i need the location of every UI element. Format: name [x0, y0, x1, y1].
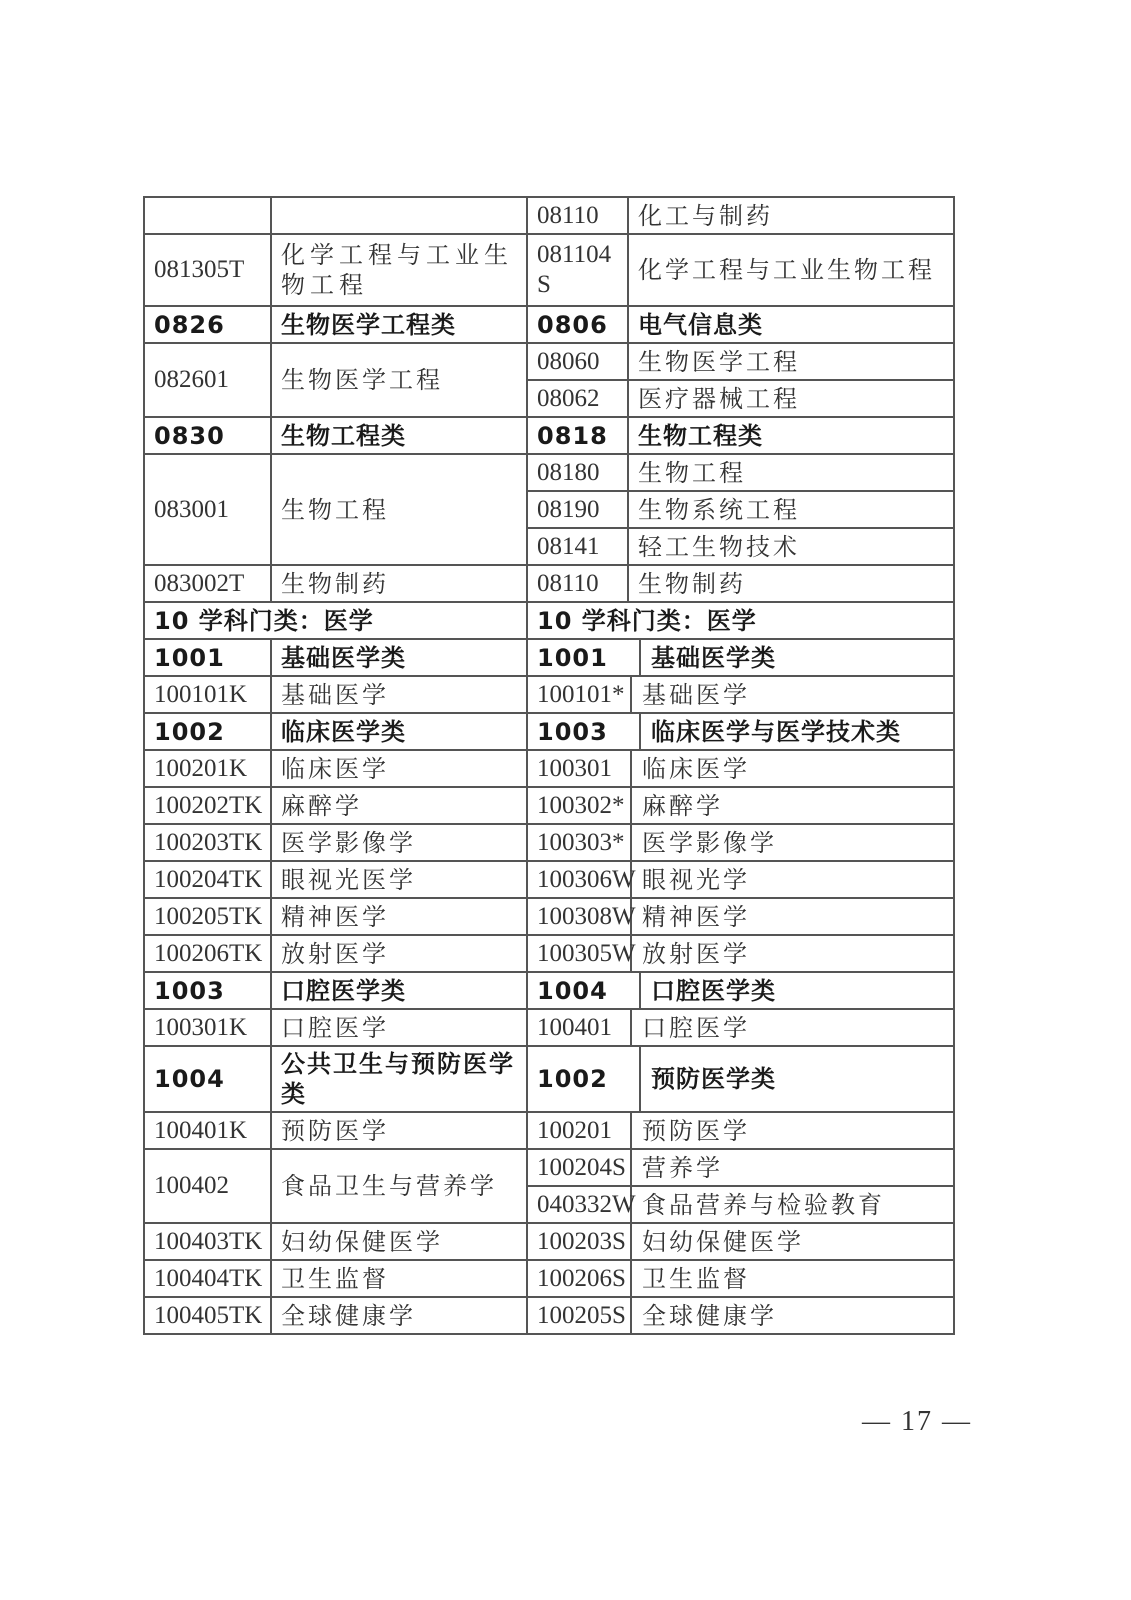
- old-name: 麻醉学: [642, 791, 723, 820]
- new-name: 化学工程与工业生物工程: [271, 234, 527, 306]
- old-name: 食品营养与检验教育: [642, 1190, 885, 1219]
- new-category-code: 1003: [144, 972, 271, 1009]
- old-name: 妇幼保健医学: [642, 1227, 804, 1256]
- old-category-code: 0806: [527, 306, 628, 343]
- new-code: 100203TK: [144, 824, 271, 861]
- category-row: [144, 972, 954, 1009]
- new-name: 全球健康学: [271, 1297, 527, 1334]
- new-code: 083001: [144, 454, 271, 565]
- old-code: 08190: [527, 491, 628, 528]
- discipline-header-row: [144, 602, 954, 639]
- old-name: 生物工程: [628, 454, 954, 491]
- old-major-cell: [527, 676, 954, 713]
- old-major-cell: [527, 1260, 954, 1297]
- table-row: [144, 234, 954, 306]
- old-discipline-header: 10 学科门类：医学: [527, 602, 954, 639]
- old-code: 100302*: [528, 788, 632, 823]
- new-discipline-header: 10 学科门类：医学: [144, 602, 527, 639]
- old-name: 卫生监督: [642, 1264, 750, 1293]
- table-row: [144, 565, 954, 602]
- old-category-code: 1004: [528, 973, 641, 1008]
- new-name: 生物工程: [271, 454, 527, 565]
- old-name: 营养学: [642, 1153, 723, 1182]
- new-category-code: 0830: [144, 417, 271, 454]
- old-code: 100201: [528, 1113, 632, 1148]
- old-name: 生物医学工程: [628, 343, 954, 380]
- new-code: 082601: [144, 343, 271, 417]
- new-category-name: 生物工程类: [271, 417, 527, 454]
- new-category-name: 生物医学工程类: [271, 306, 527, 343]
- table-row: [144, 935, 954, 972]
- old-code: 08180: [527, 454, 628, 491]
- new-name: 妇幼保健医学: [271, 1223, 527, 1260]
- old-name: 精神医学: [642, 902, 750, 931]
- old-code: 100101*: [528, 677, 632, 712]
- old-code: 100205S: [528, 1298, 632, 1333]
- new-name: 临床医学: [271, 750, 527, 787]
- old-code: 100206S: [528, 1261, 632, 1296]
- old-code: 100204S: [528, 1150, 632, 1185]
- old-name: 化学工程与工业生物工程: [628, 234, 954, 306]
- old-code: 08141: [527, 528, 628, 565]
- new-code: 100405TK: [144, 1297, 271, 1334]
- new-name: 预防医学: [271, 1112, 527, 1149]
- old-code: 08110: [527, 565, 628, 602]
- new-category-code: 0826: [144, 306, 271, 343]
- new-code: 100403TK: [144, 1223, 271, 1260]
- old-name: 轻工生物技术: [628, 528, 954, 565]
- new-name: 麻醉学: [271, 787, 527, 824]
- new-name: 放射医学: [271, 935, 527, 972]
- old-name: 基础医学: [642, 680, 750, 709]
- table-row: [144, 1260, 954, 1297]
- table-row: [144, 343, 954, 380]
- old-code: 100308W: [528, 899, 632, 934]
- old-name: 预防医学: [642, 1116, 750, 1145]
- new-code: 100404TK: [144, 1260, 271, 1297]
- old-code: 100401: [528, 1010, 632, 1045]
- new-code: 100202TK: [144, 787, 271, 824]
- category-row: [144, 639, 954, 676]
- table-row: [144, 750, 954, 787]
- table-row: [144, 861, 954, 898]
- new-name: 口腔医学: [271, 1009, 527, 1046]
- new-category-code: 1004: [144, 1046, 271, 1112]
- old-name: 放射医学: [642, 939, 750, 968]
- new-code: 100401K: [144, 1112, 271, 1149]
- old-code: 08060: [527, 343, 628, 380]
- new-code: 100402: [144, 1149, 271, 1223]
- new-code: 100205TK: [144, 898, 271, 935]
- old-category-code: 0818: [527, 417, 628, 454]
- old-major-cell: [527, 861, 954, 898]
- old-code: 100301: [528, 751, 632, 786]
- old-code: 081104S: [527, 234, 628, 306]
- new-code: 100204TK: [144, 861, 271, 898]
- old-name: 医疗器械工程: [628, 380, 954, 417]
- old-code: 040332W: [528, 1187, 632, 1222]
- new-code: 081305T: [144, 234, 271, 306]
- new-category-code: 1002: [144, 713, 271, 750]
- old-category-code: 1003: [528, 714, 641, 749]
- page-number: — 17 —: [862, 1406, 972, 1437]
- old-name: 生物制药: [628, 565, 954, 602]
- old-category-code: 1001: [528, 640, 641, 675]
- old-category-name: 预防医学类: [651, 1065, 776, 1093]
- new-name: 基础医学: [271, 676, 527, 713]
- new-name: 食品卫生与营养学: [271, 1149, 527, 1223]
- old-major-cell: [527, 713, 954, 750]
- old-major-cell: [527, 1186, 954, 1223]
- new-name: 医学影像学: [271, 824, 527, 861]
- old-major-cell: [527, 639, 954, 676]
- table-row: [144, 1149, 954, 1186]
- old-major-cell: [527, 1297, 954, 1334]
- old-major-cell: [527, 1223, 954, 1260]
- old-code: 08062: [527, 380, 628, 417]
- old-code: 100306W: [528, 862, 632, 897]
- table-row: [144, 1009, 954, 1046]
- new-code: 083002T: [144, 565, 271, 602]
- new-name: 生物制药: [271, 565, 527, 602]
- old-category-code: 1002: [528, 1047, 641, 1111]
- table-row: [144, 676, 954, 713]
- category-row: [144, 306, 954, 343]
- old-major-cell: [527, 750, 954, 787]
- new-code: 100206TK: [144, 935, 271, 972]
- old-code: 100303*: [528, 825, 632, 860]
- new-name: [271, 197, 527, 234]
- old-major-cell: [527, 1009, 954, 1046]
- new-code: 100201K: [144, 750, 271, 787]
- new-code: 100301K: [144, 1009, 271, 1046]
- old-name: 生物系统工程: [628, 491, 954, 528]
- new-name: 生物医学工程: [271, 343, 527, 417]
- old-major-cell: [527, 935, 954, 972]
- old-major-cell: [527, 787, 954, 824]
- old-name: 临床医学: [642, 754, 750, 783]
- old-category-name: 临床医学与医学技术类: [651, 717, 901, 746]
- new-name: 眼视光医学: [271, 861, 527, 898]
- old-major-cell: [527, 1149, 954, 1186]
- major-comparison-table: [143, 196, 953, 1335]
- table-row: [144, 1297, 954, 1334]
- old-name: 全球健康学: [642, 1301, 777, 1330]
- old-code: 100203S: [528, 1224, 632, 1259]
- table-row: [144, 197, 954, 234]
- new-category-name: 临床医学类: [271, 713, 527, 750]
- table-row: [144, 824, 954, 861]
- new-name: 精神医学: [271, 898, 527, 935]
- old-category-name: 基础医学类: [651, 643, 776, 672]
- old-code: 08110: [527, 197, 628, 234]
- table-row: [144, 454, 954, 491]
- table-row: [144, 1112, 954, 1149]
- new-category-name: 公共卫生与预防医学类: [271, 1046, 527, 1112]
- table-row: [144, 898, 954, 935]
- old-major-cell: [527, 972, 954, 1009]
- old-name: 医学影像学: [642, 828, 777, 857]
- old-name: 口腔医学: [642, 1013, 750, 1042]
- table-row: [144, 787, 954, 824]
- new-code: [144, 197, 271, 234]
- old-name: 眼视光学: [642, 865, 750, 894]
- old-category-name: 生物工程类: [628, 417, 954, 454]
- new-category-name: 口腔医学类: [271, 972, 527, 1009]
- category-row: [144, 1046, 954, 1112]
- old-code: 100305W: [528, 936, 632, 971]
- new-category-name: 基础医学类: [271, 639, 527, 676]
- category-row: [144, 417, 954, 454]
- old-major-cell: [527, 1112, 954, 1149]
- new-code: 100101K: [144, 676, 271, 713]
- old-category-name: 电气信息类: [628, 306, 954, 343]
- old-major-cell: [527, 898, 954, 935]
- old-category-name: 口腔医学类: [651, 976, 776, 1005]
- new-name: 卫生监督: [271, 1260, 527, 1297]
- table-row: [144, 1223, 954, 1260]
- new-category-code: 1001: [144, 639, 271, 676]
- old-name: 化工与制药: [628, 197, 954, 234]
- old-major-cell: [527, 1046, 954, 1112]
- category-row: [144, 713, 954, 750]
- old-major-cell: [527, 824, 954, 861]
